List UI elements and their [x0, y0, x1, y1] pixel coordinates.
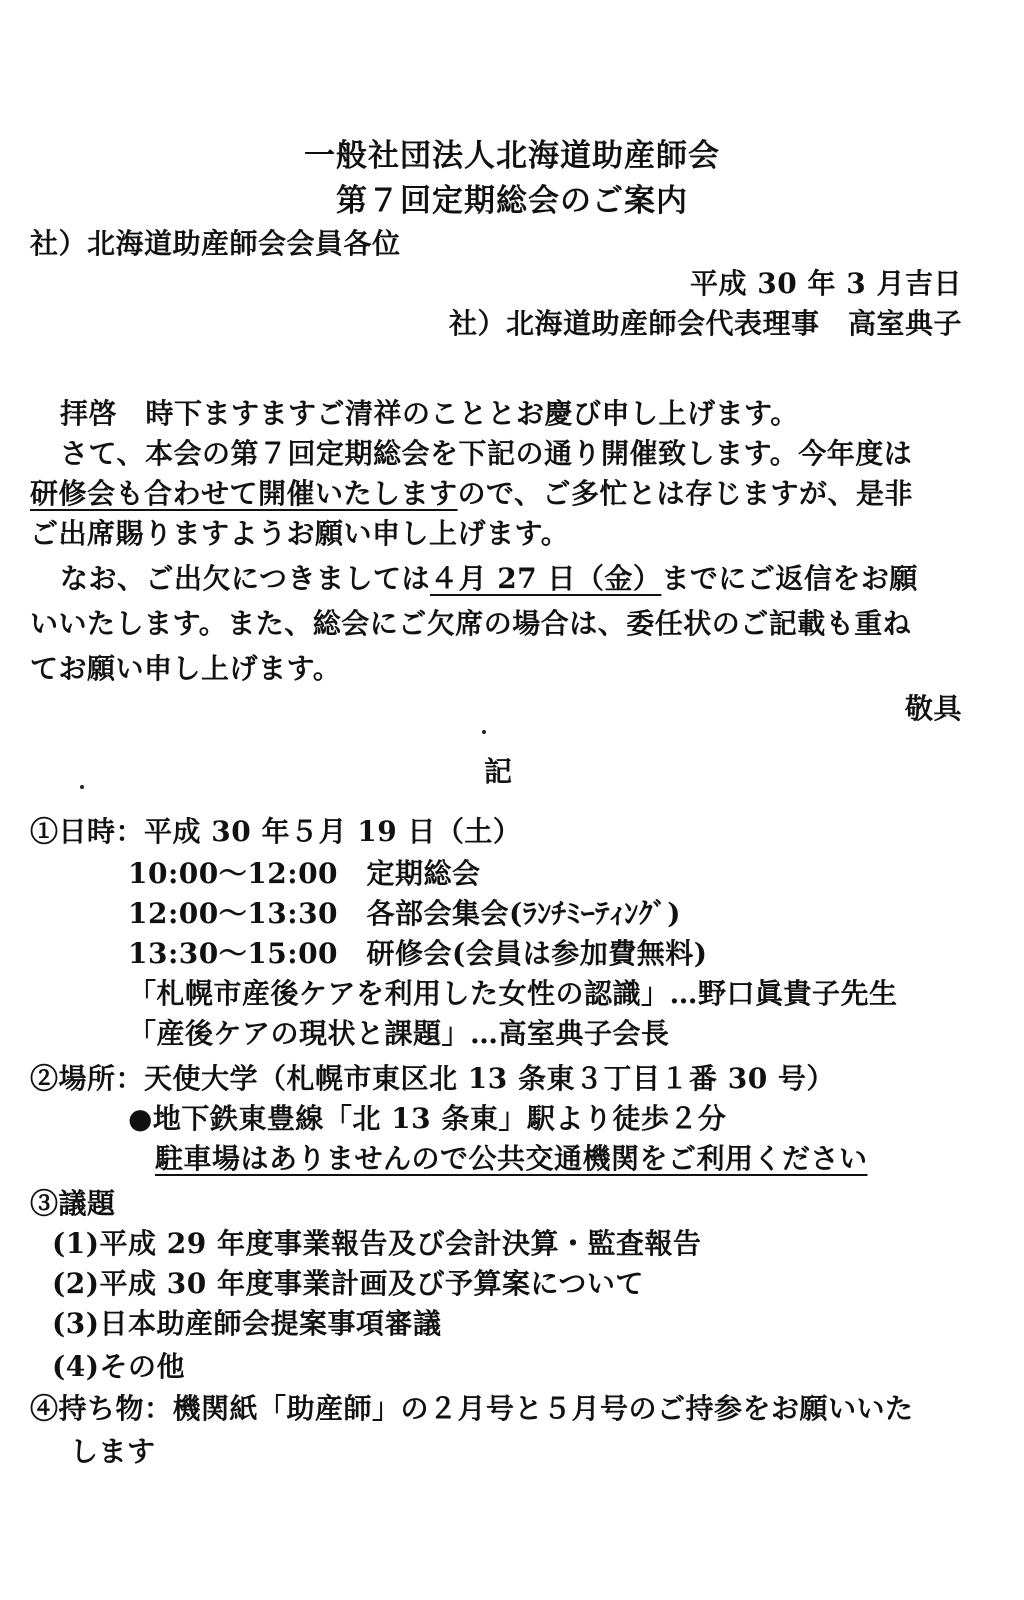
issue-date: 平成 30 年 3 月吉日: [690, 267, 962, 300]
item-belongings-continued: します: [70, 1435, 156, 1468]
closing-word: 敬具: [904, 692, 962, 725]
body-text: なお、ご出欠につきましては: [60, 562, 430, 595]
body-line: てお願い申し上げます。: [30, 652, 342, 685]
body-line: [30, 472, 913, 512]
underlined-text: 研修会も合わせて開催いたします: [30, 477, 458, 510]
item-agenda: ③議題: [30, 1187, 116, 1220]
lecture-item: 「札幌市産後ケアを利用した女性の認識」…野口眞貴子先生: [128, 977, 898, 1010]
greeting-paragraph: 拝啓 時下ますますご清祥のこととお慶び申し上げます。: [60, 397, 799, 430]
body-text: ので、ご多忙とは存じますが、是非: [457, 477, 913, 510]
item-belongings: ④持ち物：機関紙「助産師」の２月号と５月号のご持参をお願いいた: [30, 1392, 914, 1425]
agenda-item: (1)平成 29 年度事業報告及び会計決算・監査報告: [52, 1227, 702, 1260]
body-line: いいたします。また、総会にご欠席の場合は、委任状のご記載も重ね: [30, 607, 912, 640]
schedule-item: 13:30〜15:00 研修会(会員は参加費無料): [128, 937, 708, 970]
agenda-item: (4)その他: [52, 1350, 185, 1383]
document-title: 一般社団法人北海道助産師会: [304, 138, 720, 174]
parking-notice: 駐車場はありませんので公共交通機関をご利用ください: [155, 1142, 868, 1175]
document-subtitle: 第７回定期総会のご案内: [336, 183, 688, 219]
scan-speck: [482, 730, 486, 734]
agenda-item: (2)平成 30 年度事業計画及び予算案について: [52, 1267, 644, 1300]
cut-off-text-fragment: [150, 0, 410, 8]
item-datetime: ①日時：平成 30 年５月 19 日（土）: [30, 815, 522, 848]
body-line: ご出席賜りますようお願い申し上げます。: [30, 517, 570, 550]
scan-speck: [80, 785, 84, 789]
item-place: ②場所：天使大学（札幌市東区北 13 条東３丁目１番 30 号）: [30, 1062, 835, 1095]
reply-deadline: ４月 27 日（金）: [429, 562, 662, 595]
lecture-item: 「産後ケアの現状と課題」…高室典子会長: [128, 1017, 670, 1050]
body-line: さて、本会の第７回定期総会を下記の通り開催致します。今年度は: [60, 437, 913, 470]
addressee: 社）北海道助産師会会員各位: [30, 227, 401, 260]
agenda-item: (3)日本助産師会提案事項審議: [52, 1307, 442, 1340]
schedule-item: 10:00〜12:00 定期総会: [128, 857, 481, 890]
schedule-item: 12:00〜13:30 各部会集会(ﾗﾝﾁﾐｰﾃｨﾝｸﾞ): [128, 897, 682, 930]
access-info: ●地下鉄東豊線「北 13 条東」駅より徒歩２分: [128, 1102, 727, 1135]
body-text: までにご返信をお願: [661, 562, 918, 595]
ki-heading: 記: [484, 755, 513, 788]
body-line: [60, 557, 918, 597]
sender: 社）北海道助産師会代表理事 高室典子: [448, 307, 962, 340]
